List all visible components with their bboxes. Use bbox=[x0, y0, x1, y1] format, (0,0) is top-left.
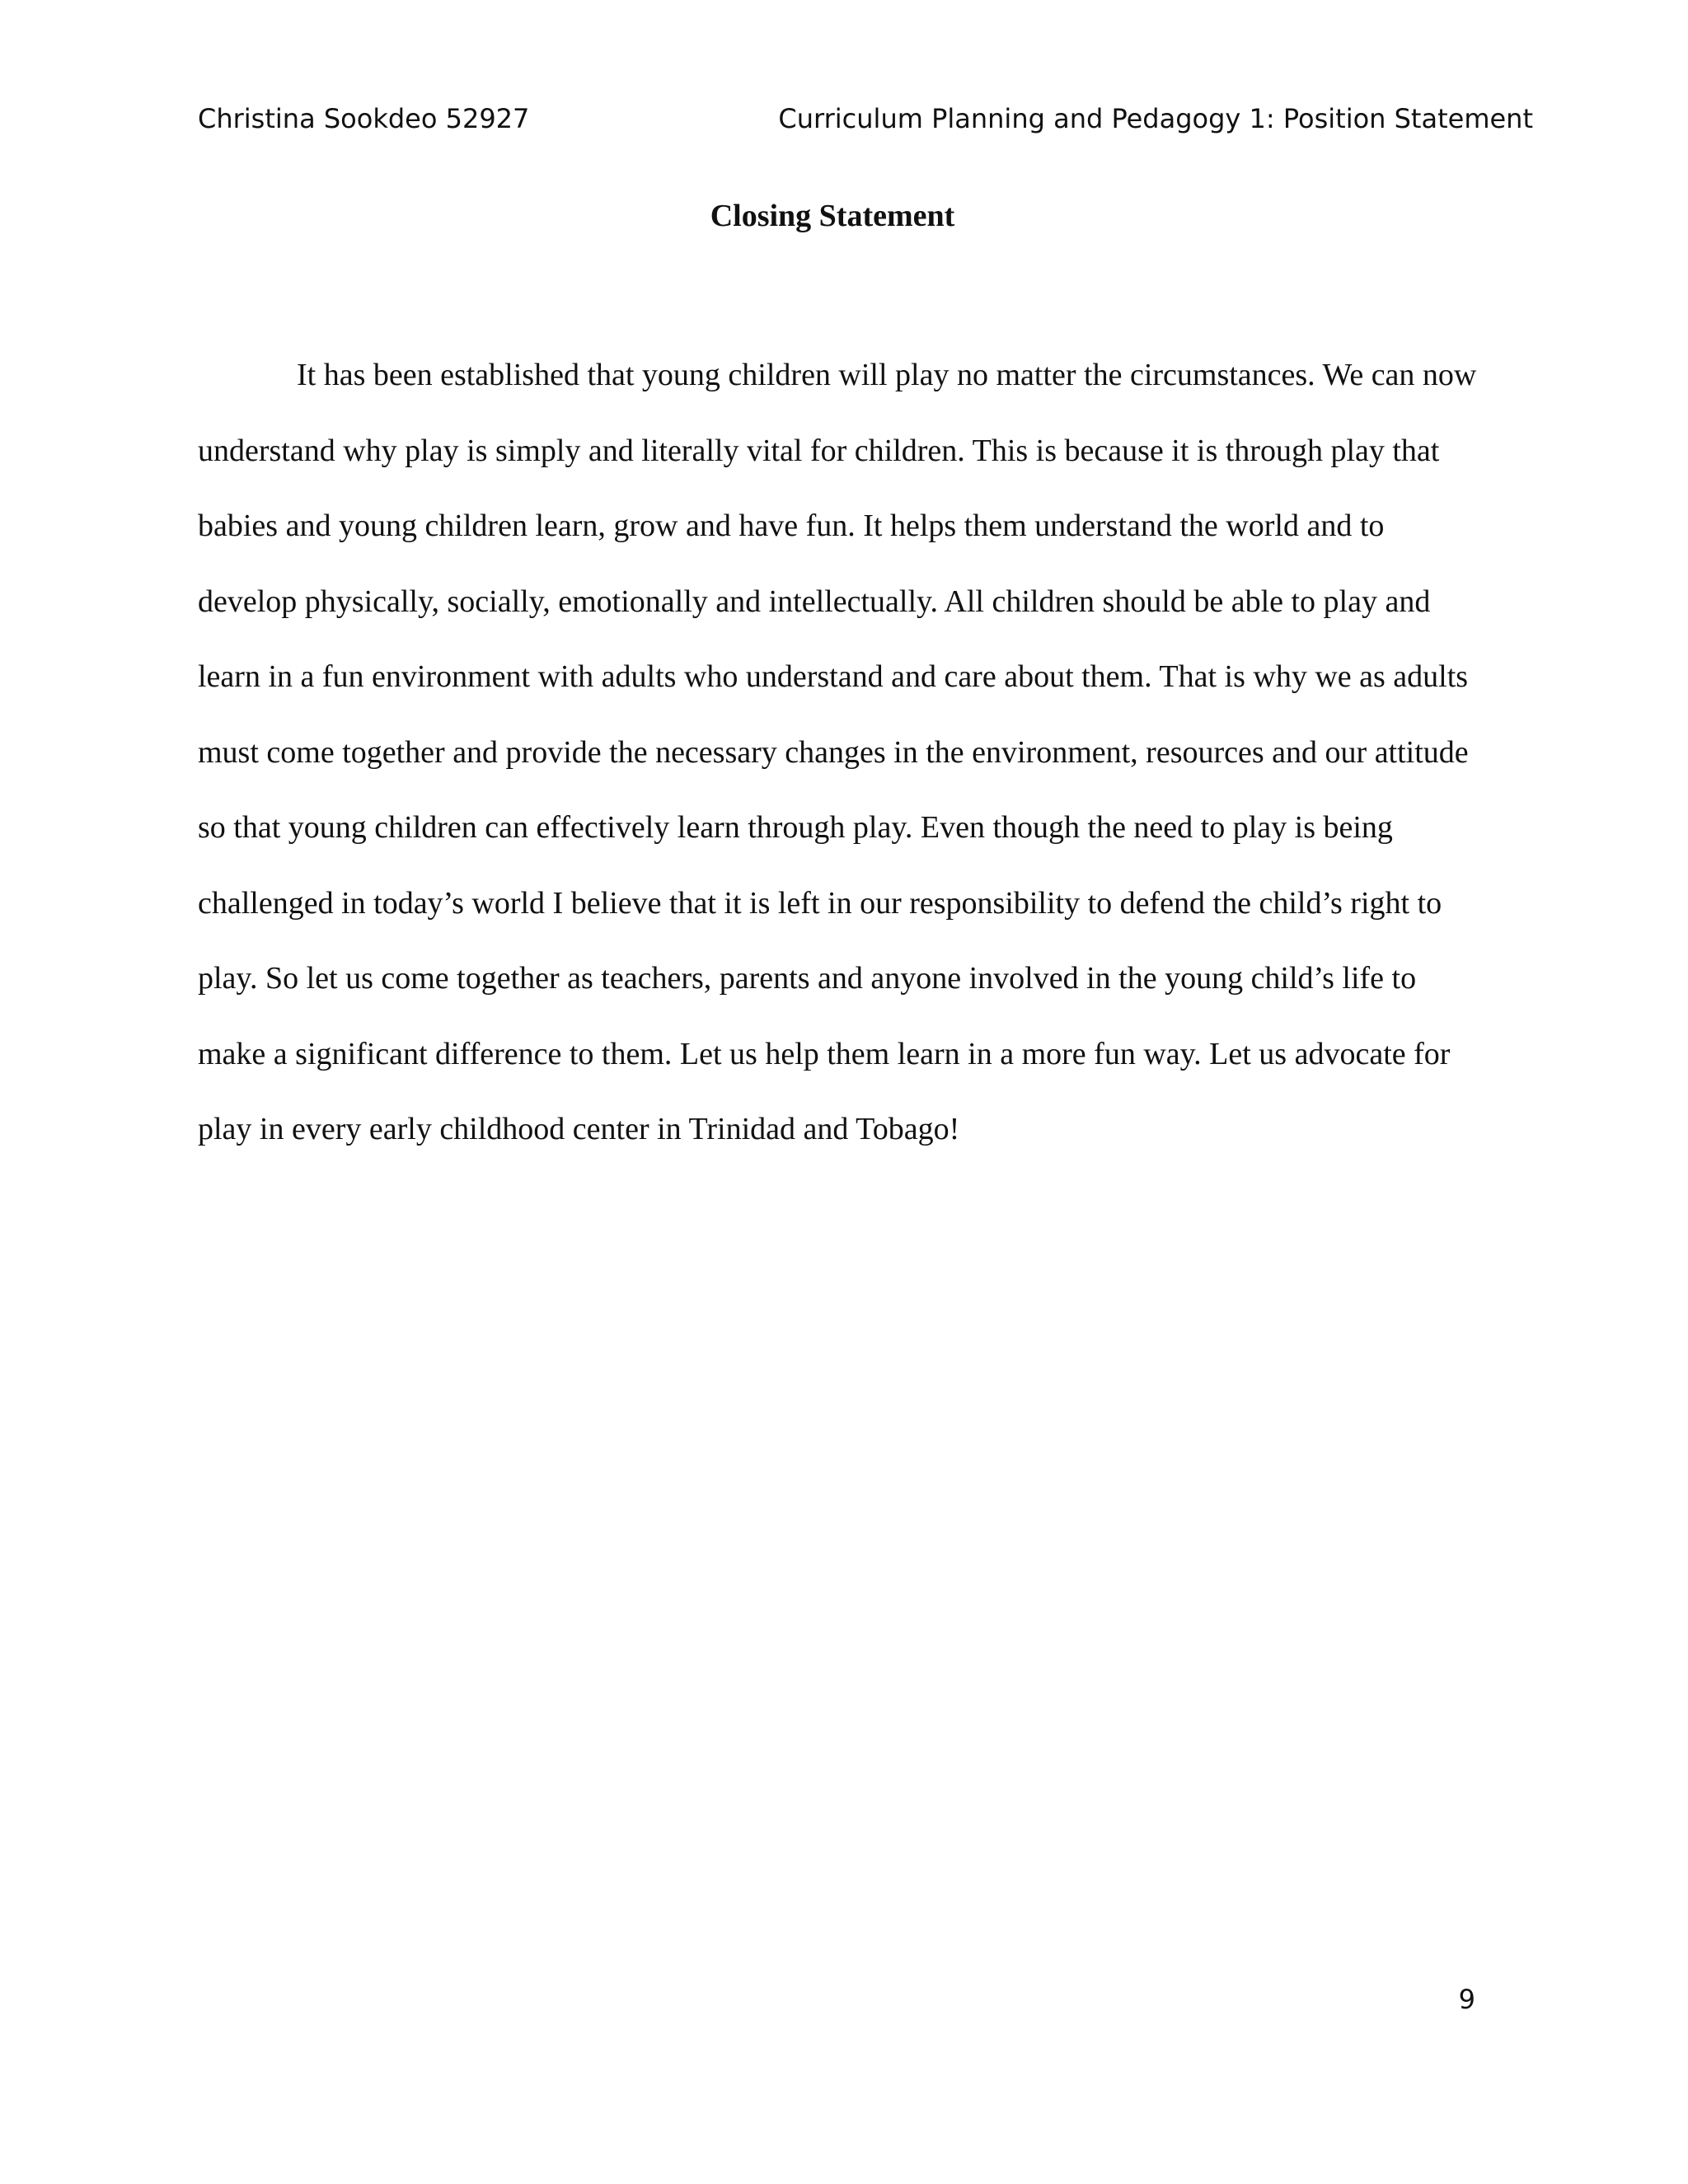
header-course-title: Curriculum Planning and Pedagogy 1: Position Statement bbox=[778, 103, 1533, 134]
header-author: Christina Sookdeo 52927 bbox=[198, 103, 530, 134]
page-header bbox=[198, 97, 1533, 140]
body-paragraph: It has been established that young children will play no matter the circumstances. We can now understand why play is simply and literally vital for children. This is because it is through play that babies and young children learn, grow and have fun. It helps them understand the world and to develop physically, socially, emotionally and intellectually. All children should be able to play and learn in a fun environment with adults who understand and care about them. That is why we as adults must come together and provide the necessary changes in the environment, resources and our attitude so that young children can effectively learn through play. Even though the need to play is being challenged in today’s world I believe that it is left in our responsibility to defend the child’s right to play. So let us come together as teachers, parents and anyone involved in the young child’s life to make a significant difference to them. Let us help them learn in a more fun way. Let us advocate for play in every early childhood center in Trinidad and Tobago! bbox=[198, 358, 1477, 1146]
page-number: 9 bbox=[1458, 1984, 1475, 2015]
section-title: Closing Statement bbox=[710, 199, 955, 233]
